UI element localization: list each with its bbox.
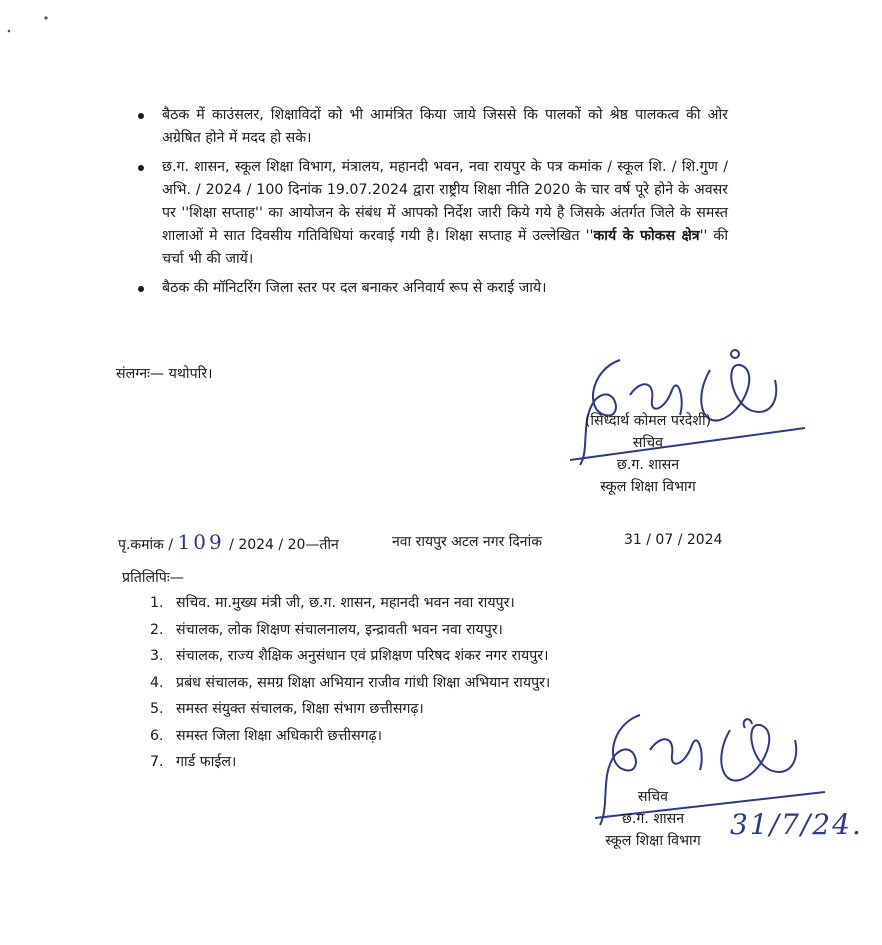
bullet-icon	[138, 113, 144, 119]
bullet-icon	[138, 286, 144, 292]
handwritten-number: 109	[177, 530, 225, 554]
signature-block	[568, 786, 738, 852]
list-item	[150, 643, 690, 670]
scan-specks	[0, 0, 70, 40]
handwritten-date: 31/7/24.	[730, 808, 863, 841]
bullet-text-tail: '' की चर्चा भी की जायें।	[162, 228, 728, 267]
list-item	[150, 590, 690, 617]
item-number: 2.	[150, 621, 164, 638]
list-item	[138, 277, 728, 300]
signatory-department: स्कूल शिक्षा विभाग	[605, 833, 701, 849]
list-item	[150, 670, 690, 697]
enclosure-note: संलग्नः— यथोपरि।	[116, 366, 213, 382]
signatory-government: छ.ग. शासन	[621, 811, 685, 827]
item-text: संचालक, राज्य शैक्षिक अनुसंधान एवं प्रशिक्षण परिषद शंकर नगर रायपुर।	[176, 648, 549, 664]
reference-date: 31 / 07 / 2024	[624, 532, 723, 548]
reference-number	[118, 530, 339, 554]
signatory-government: छ.ग. शासन	[616, 457, 680, 473]
list-item	[138, 104, 728, 150]
place-label: नवा रायपुर अटल नगर दिनांक	[392, 534, 542, 550]
bullet-text: बैठक में काउंसलर, शिक्षाविदों को भी आमंत्रित किया जाये जिससे कि पालकों को श्रेष्ठ पालकत्व की ओर अग्रेषित होने में मदद हो सके।	[162, 107, 728, 146]
bullet-text: छ.ग. शासन, स्कूल शिक्षा विभाग, मंत्रालय, महानदी भवन, नवा रायपुर के पत्र कमांक / स्कूल शि. / शि.गुण / अभि. / 2024 / 100 दिनांक 19.07.2024 द्वारा राष्ट्रीय शिक्षा नीति 2020 के चार वर्ष पूरे होने के अवसर पर ''शिक्षा सप्ताह'' का आयोजन के संबंध में आपको निर्देश जारी किये गये है जिसके अंतर्गत जिले के समस्त शालाओं मे सात दिवसीय गतिविधियां करवाई गयी है। शिक्षा सप्ताह में उल्लेखित ''	[162, 159, 728, 244]
copy-to-label: प्रतिलिपिः—	[122, 570, 184, 586]
item-number: 6.	[150, 727, 164, 744]
reference-suffix: / 2024 / 20—तीन	[229, 537, 339, 553]
item-number: 3.	[150, 648, 164, 664]
bold-phrase: कार्य के फोकस क्षेत्र	[593, 228, 700, 244]
item-number: 7.	[150, 754, 164, 770]
signatory-designation: सचिव	[637, 789, 669, 805]
item-text: संचालक, लोक शिक्षण संचालनालय, इन्द्रावती भवन नवा रायपुर।	[176, 621, 503, 638]
list-item	[138, 156, 728, 271]
item-number: 4.	[150, 674, 164, 691]
item-text: प्रबंध संचालक, समग्र शिक्षा अभियान राजीव गांधी शिक्षा अभियान रायपुर।	[176, 674, 551, 691]
item-text: गार्ड फाईल।	[176, 754, 237, 770]
instruction-list	[138, 104, 728, 306]
signatory-designation: सचिव	[632, 435, 664, 451]
signatory-department: स्कूल शिक्षा विभाग	[600, 479, 696, 495]
item-number: 1.	[150, 595, 164, 611]
item-text: समस्त संयुक्त संचालक, शिक्षा संभाग छत्तीसगढ़।	[176, 701, 424, 717]
item-number: 5.	[150, 701, 164, 717]
signature-block	[548, 410, 748, 498]
item-text: समस्त जिला शिक्षा अधिकारी छत्तीसगढ़।	[176, 727, 383, 744]
bullet-text: बैठक की मॉनिटरिंग जिला स्तर पर दल बनाकर अनिवार्य रूप से कराई जाये।	[162, 280, 547, 296]
signatory-name: (सिध्दार्थ कोमल परदेशी)	[584, 413, 712, 429]
bullet-icon	[138, 165, 144, 171]
item-text: सचिव. मा.मुख्य मंत्री जी, छ.ग. शासन, महानदी भवन नवा रायपुर।	[176, 595, 515, 611]
list-item	[150, 617, 690, 644]
reference-prefix: पृ.कमांक /	[118, 537, 174, 553]
